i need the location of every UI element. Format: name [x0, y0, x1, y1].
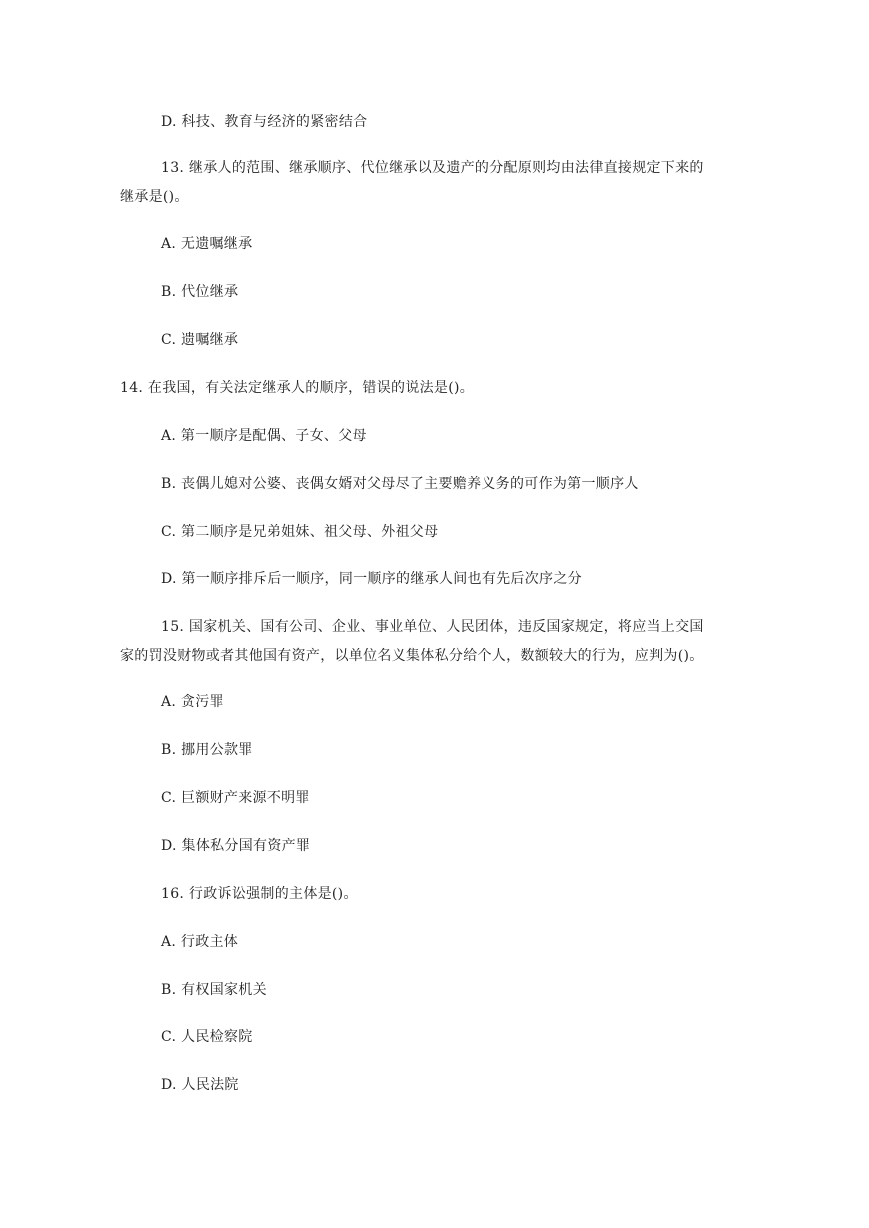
q14-stem: 14. 在我国，有关法定继承人的顺序，错误的说法是()。 — [120, 380, 475, 396]
q13-option-b: B. 代位继承 — [161, 284, 239, 300]
q14-option-a: A. 第一顺序是配偶、子女、父母 — [161, 428, 367, 444]
q15-option-b: B. 挪用公款罪 — [161, 742, 253, 758]
q16-option-c: C. 人民检察院 — [161, 1029, 253, 1045]
q16-option-b: B. 有权国家机关 — [161, 982, 267, 998]
q16-option-a: A. 行政主体 — [161, 934, 239, 950]
q15-stem: 15. 国家机关、国有公司、企业、事业单位、人民团体，违反国家规定，将应当上交国 — [161, 619, 704, 635]
q13-option-c: C. 遗嘱继承 — [161, 332, 239, 348]
q13-stem-continuation: 继承是()。 — [120, 189, 189, 205]
q14-option-d: D. 第一顺序排斥后一顺序，同一顺序的继承人间也有先后次序之分 — [161, 571, 582, 587]
q15-option-c: C. 巨额财产来源不明罪 — [161, 790, 310, 806]
q16-stem: 16. 行政诉讼强制的主体是()。 — [161, 886, 358, 902]
q13-option-a: A. 无遗嘱继承 — [161, 236, 253, 252]
q15-option-a: A. 贪污罪 — [161, 694, 224, 710]
q13-stem: 13. 继承人的范围、继承顺序、代位继承以及遗产的分配原则均由法律直接规定下来的 — [161, 160, 704, 176]
q12-option-d: D. 科技、教育与经济的紧密结合 — [161, 114, 368, 130]
q14-option-b: B. 丧偶儿媳对公婆、丧偶女婿对父母尽了主要赡养义务的可作为第一顺序人 — [161, 476, 639, 492]
q16-option-d: D. 人民法院 — [161, 1077, 239, 1093]
q14-option-c: C. 第二顺序是兄弟姐妹、祖父母、外祖父母 — [161, 524, 439, 540]
q15-option-d: D. 集体私分国有资产罪 — [161, 838, 311, 854]
q15-stem-continuation: 家的罚没财物或者其他国有资产，以单位名义集体私分给个人，数额较大的行为，应判为()。 — [120, 648, 704, 664]
